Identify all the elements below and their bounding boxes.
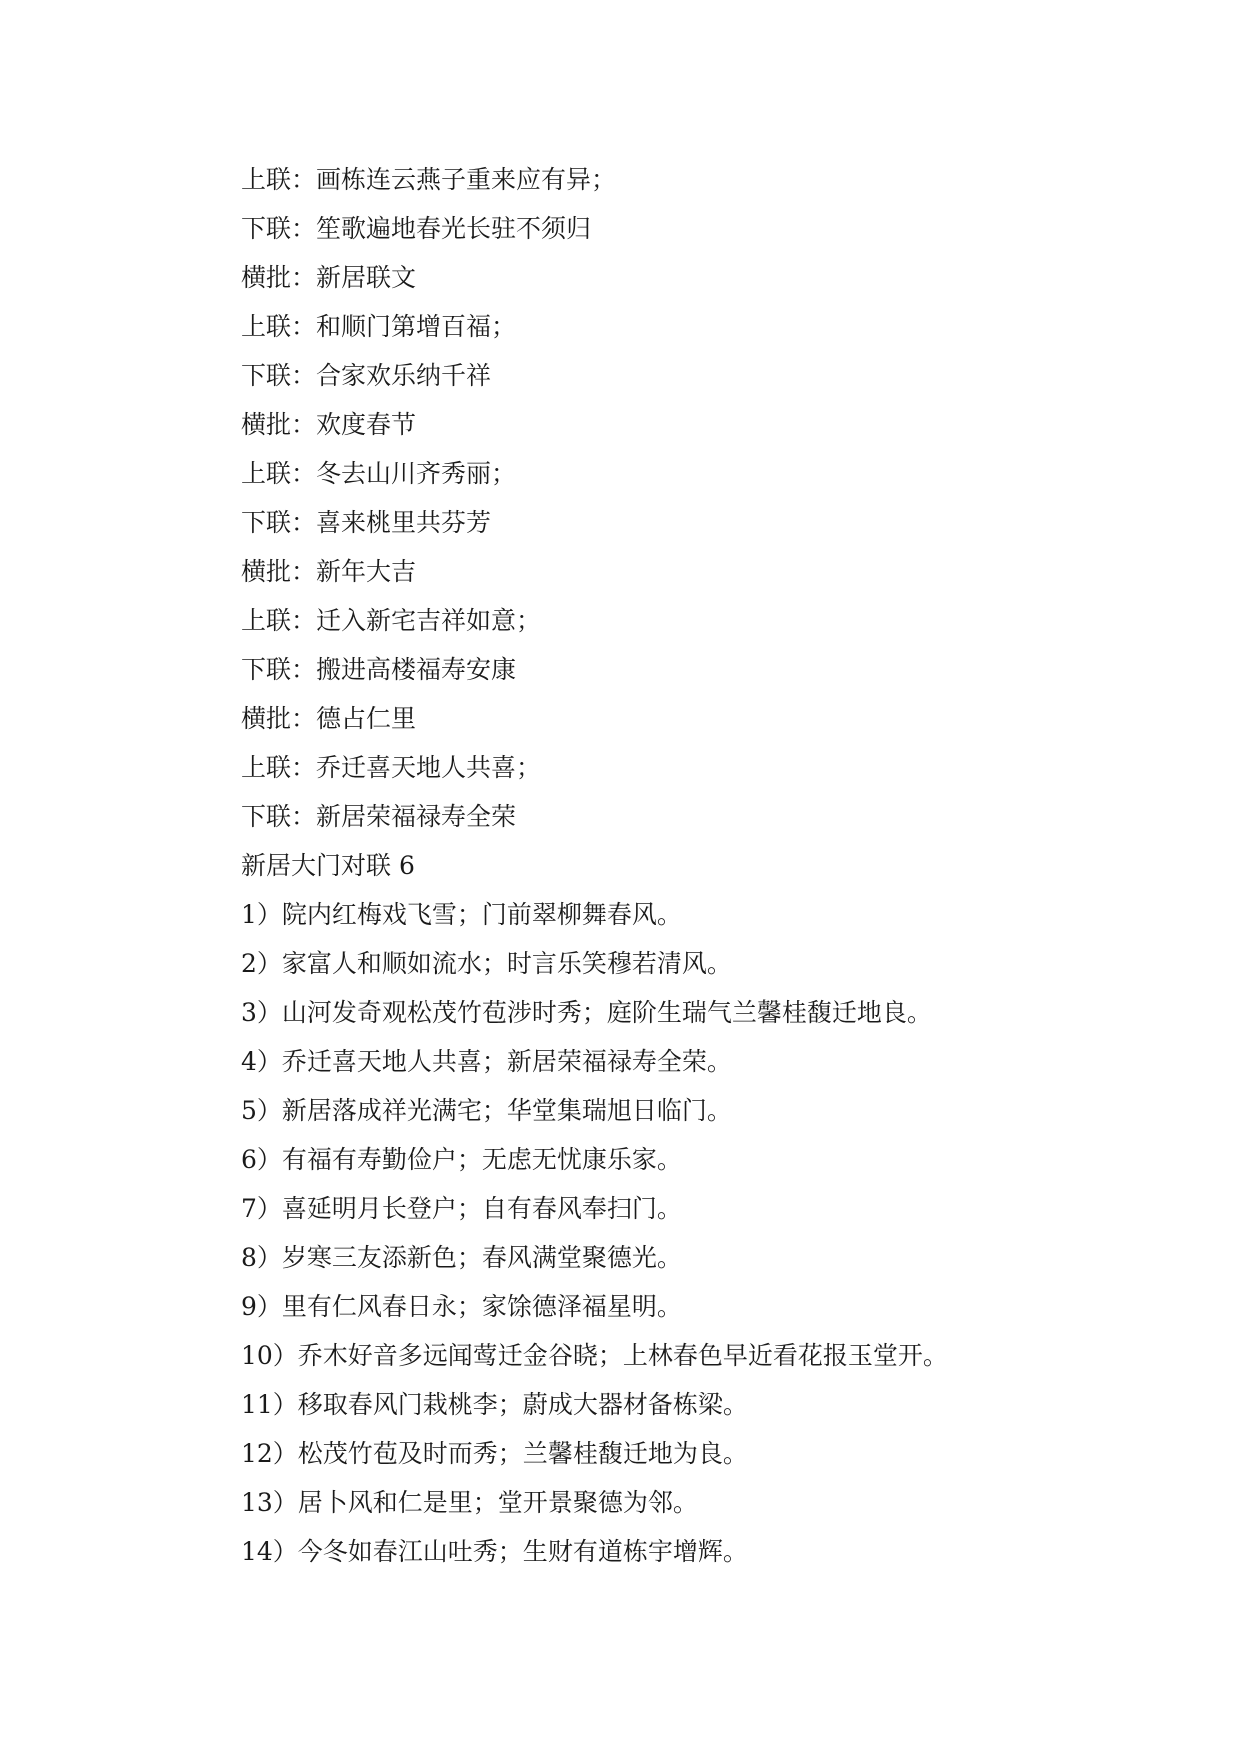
numbered-couplet: 3）山河发奇观松茂竹苞涉时秀；庭阶生瑞气兰馨桂馥迁地良。 — [241, 998, 932, 1027]
numbered-couplet: 14）今冬如春江山吐秀；生财有道栋宇增辉。 — [241, 1537, 748, 1566]
numbered-couplet: 1）院内红梅戏飞雪；门前翠柳舞春风。 — [241, 900, 682, 929]
couplet-second-line: 下联：合家欢乐纳千祥 — [241, 361, 492, 390]
numbered-couplet: 6）有福有寿勤俭户；无虑无忧康乐家。 — [241, 1145, 682, 1174]
couplet-first-line: 上联：乔迁喜天地人共喜； — [241, 753, 542, 782]
couplet-first-line: 上联：画栋连云燕子重来应有异； — [241, 165, 617, 194]
numbered-couplet: 11）移取春风门栽桃李；蔚成大器材备栋梁。 — [241, 1390, 748, 1419]
numbered-couplet: 13）居卜风和仁是里；堂开景聚德为邻。 — [241, 1488, 698, 1517]
numbered-couplet: 5）新居落成祥光满宅；华堂集瑞旭日临门。 — [241, 1096, 732, 1125]
section-heading: 新居大门对联 6 — [241, 851, 415, 880]
numbered-couplet: 4）乔迁喜天地人共喜；新居荣福禄寿全荣。 — [241, 1047, 732, 1076]
numbered-couplet: 8）岁寒三友添新色；春风满堂聚德光。 — [241, 1243, 682, 1272]
couplet-second-line: 下联：新居荣福禄寿全荣 — [241, 802, 517, 831]
couplet-second-line: 下联：搬进高楼福寿安康 — [241, 655, 517, 684]
numbered-couplet: 7）喜延明月长登户；自有春风奉扫门。 — [241, 1194, 682, 1223]
couplet-second-line: 下联：喜来桃里共芬芳 — [241, 508, 492, 537]
couplet-horizontal-line: 横批：欢度春节 — [241, 410, 417, 439]
couplet-horizontal-line: 横批：新年大吉 — [241, 557, 417, 586]
couplet-first-line: 上联：迁入新宅吉祥如意； — [241, 606, 542, 635]
numbered-couplet: 12）松茂竹苞及时而秀；兰馨桂馥迁地为良。 — [241, 1439, 748, 1468]
couplet-horizontal-line: 横批：德占仁里 — [241, 704, 417, 733]
numbered-couplet: 10）乔木好音多远闻莺迁金谷晓；上林春色早近看花报玉堂开。 — [241, 1341, 948, 1370]
numbered-couplet: 9）里有仁风春日永；家馀德泽福星明。 — [241, 1292, 682, 1321]
couplet-horizontal-line: 横批：新居联文 — [241, 263, 417, 292]
couplet-second-line: 下联：笙歌遍地春光长驻不须归 — [241, 214, 592, 243]
couplet-first-line: 上联：冬去山川齐秀丽； — [241, 459, 517, 488]
document-body — [241, 155, 1141, 1576]
numbered-couplet: 2）家富人和顺如流水；时言乐笑穆若清风。 — [241, 949, 732, 978]
couplet-first-line: 上联：和顺门第增百福； — [241, 312, 517, 341]
